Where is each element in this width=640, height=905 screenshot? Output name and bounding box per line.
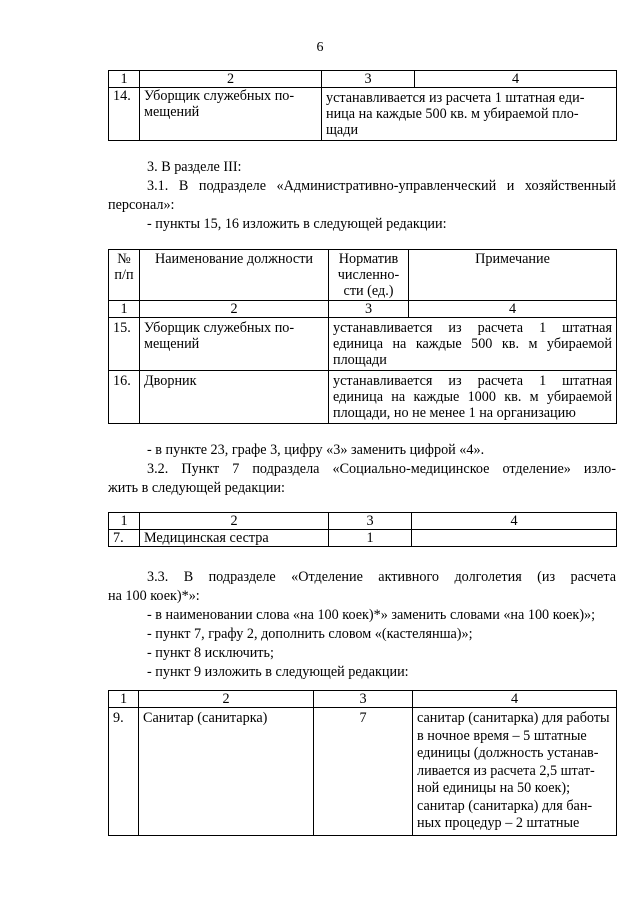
- text-line: единица на каждые 500 кв. м убираемой: [333, 336, 612, 352]
- page-number: 6: [316, 40, 324, 55]
- text-line: Норматив: [338, 251, 399, 267]
- text-line: единица на каждые 1000 кв. м убираемой: [333, 389, 612, 405]
- section-3-1-line: персонал»:: [108, 197, 175, 213]
- text-line: санитар (санитарка) для работы: [417, 710, 610, 726]
- table-3: [108, 512, 617, 547]
- table-2-head-row: [109, 250, 617, 301]
- row-note: [412, 530, 617, 547]
- table-3-header-row: [109, 513, 617, 530]
- table-4: [108, 690, 617, 836]
- index-cell: 3: [329, 301, 409, 318]
- text-line: площади: [333, 352, 387, 368]
- text-line: санитар (санитарка) для бан-: [417, 797, 593, 814]
- row-number: 15.: [109, 318, 140, 371]
- table-2-index-row: [109, 301, 617, 318]
- head-name: Наименование должности: [140, 250, 329, 301]
- text-line: площади, но не менее 1 на организацию: [333, 405, 576, 421]
- index-cell: 1: [109, 301, 140, 318]
- text-line: численно-: [337, 267, 400, 283]
- text-line: Дворник: [144, 373, 197, 389]
- position-name: [140, 88, 322, 141]
- table-row: [109, 371, 617, 424]
- index-cell: 2: [140, 301, 329, 318]
- section-3-3-item: - в наименовании слова «на 100 коек)*» заменить словами «на 100 коек)»;: [147, 607, 596, 623]
- section-3-1-line: 3.1. В подразделе «Административно-управленческий и хозяйственный: [147, 178, 616, 194]
- table-4-header-cell: 2: [139, 691, 314, 708]
- text-line: №: [117, 251, 131, 267]
- table-1: [108, 70, 617, 141]
- text-line: п/п: [114, 267, 134, 283]
- row-note: [329, 318, 617, 371]
- table-4-header-cell: 4: [413, 691, 617, 708]
- table-row: [109, 88, 617, 141]
- text-line: ливается из расчета 2,5 штат-: [417, 762, 595, 779]
- position-name: Санитар (санитарка): [139, 708, 314, 836]
- table-2: [108, 249, 617, 424]
- text-line: в ночное время – 5 штатные: [417, 727, 587, 744]
- table-4-header-cell: 1: [109, 691, 139, 708]
- section-3-3-item: - пункт 7, графу 2, дополнить словом «(кастелянша)»;: [147, 626, 473, 642]
- position-norm: 1: [329, 530, 412, 547]
- text-line: устанавливается из расчета 1 штатная: [333, 320, 612, 336]
- text-line: ница на каждые 500 кв. м убираемой пло-: [326, 106, 579, 122]
- text-line: мещений: [144, 104, 200, 120]
- text-line: ных процедур – 2 штатные: [417, 815, 580, 831]
- table-row: [109, 708, 617, 836]
- section-3-2-line: жить в следующей редакции:: [108, 480, 285, 496]
- text-line: устанавливается из расчета 1 штатная еди-: [326, 90, 585, 106]
- section-3-3-item: - пункт 8 исключить;: [147, 645, 274, 661]
- head-number: [109, 250, 140, 301]
- text-line: Уборщик служебных по-: [144, 320, 295, 336]
- section-3-3-line: 3.3. В подразделе «Отделение активного долголетия (из расчета: [147, 569, 616, 585]
- points-15-16-line: - пункты 15, 16 изложить в следующей редакции:: [147, 216, 447, 232]
- text-line: ной единицы на 50 коек);: [417, 780, 571, 796]
- row-note: [413, 708, 617, 836]
- table-3-header-cell: 2: [140, 513, 329, 530]
- section-3-3-item: - пункт 9 изложить в следующей редакции:: [147, 664, 409, 680]
- row-number: 14.: [109, 88, 140, 141]
- table-3-header-cell: 3: [329, 513, 412, 530]
- row-note: [322, 88, 617, 141]
- section-3-3-line: на 100 коек)*»:: [108, 588, 200, 604]
- table-1-header-cell: 3: [322, 71, 415, 88]
- table-1-header-cell: 4: [415, 71, 617, 88]
- table-4-header-row: [109, 691, 617, 708]
- index-cell: 4: [409, 301, 617, 318]
- table-1-header-cell: 2: [140, 71, 322, 88]
- table-3-header-cell: 4: [412, 513, 617, 530]
- point-23-line: - в пункте 23, графе 3, цифру «3» заменить цифрой «4».: [147, 442, 485, 458]
- section-3-heading: 3. В разделе III:: [147, 159, 242, 175]
- position-norm: 7: [314, 708, 413, 836]
- text-line: устанавливается из расчета 1 штатная: [333, 373, 612, 389]
- row-number: 16.: [109, 371, 140, 424]
- row-number: 9.: [109, 708, 139, 836]
- section-3-2-line: 3.2. Пункт 7 подраздела «Социально-медицинское отделение» изло-: [147, 461, 616, 477]
- table-row: [109, 318, 617, 371]
- text-line: единицы (должность устанав-: [417, 745, 599, 761]
- table-4-header-cell: 3: [314, 691, 413, 708]
- position-name: [140, 318, 329, 371]
- table-3-header-cell: 1: [109, 513, 140, 530]
- table-1-header-row: [109, 71, 617, 88]
- position-name: Медицинская сестра: [140, 530, 329, 547]
- position-name: [140, 371, 329, 424]
- text-line: щади: [326, 122, 359, 138]
- text-line: сти (ед.): [343, 283, 394, 299]
- table-row: [109, 530, 617, 547]
- text-line: Уборщик служебных по-: [144, 88, 295, 104]
- head-norm: [329, 250, 409, 301]
- head-note: Примечание: [409, 250, 617, 301]
- table-1-header-cell: 1: [109, 71, 140, 88]
- row-note: [329, 371, 617, 424]
- row-number: 7.: [109, 530, 140, 547]
- text-line: мещений: [144, 336, 200, 352]
